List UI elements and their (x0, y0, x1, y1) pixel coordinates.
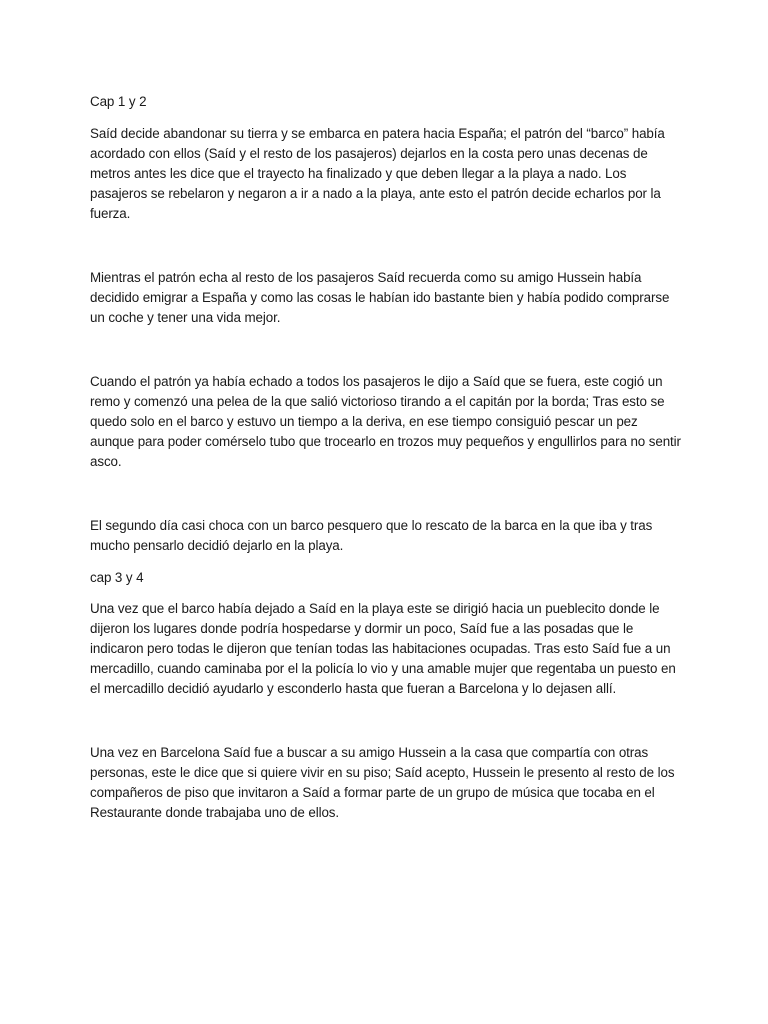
chapter-heading-3-4: cap 3 y 4 (90, 570, 144, 585)
paragraph: Saíd decide abandonar su tierra y se embarca en patera hacia España; el patrón del “barco” había acordado con ellos (Saíd y el resto de los pasajeros) dejarlos en la costa pero unas decenas de metros antes les dice que el trayecto ha finalizado y que deben llegar a la playa a nado. Los pasajeros se rebelaron y negaron a ir a nado a la playa, ante esto el patrón decide echarlos por la fuerza. (90, 126, 665, 221)
paragraph: Una vez en Barcelona Saíd fue a buscar a su amigo Hussein a la casa que compartía con otras personas, este le dice que si quiere vivir en su piso; Saíd acepto, Hussein le presento al resto de los compañeros de piso que invitaron a Saíd a formar parte de un grupo de música que tocaba en el Restaurante donde trabajaba uno de ellos. (90, 745, 675, 820)
paragraph: El segundo día casi choca con un barco pesquero que lo rescato de la barca en la que iba y tras mucho pensarlo decidió dejarlo en la playa. (90, 518, 653, 553)
document-body (90, 92, 685, 823)
chapter-heading-1-2: Cap 1 y 2 (90, 94, 147, 109)
paragraph: Cuando el patrón ya había echado a todos los pasajeros le dijo a Saíd que se fuera, este cogió un remo y comenzó una pelea de la que salió victorioso tirando a el capitán por la borda; Tras esto se quedo solo en el barco y estuvo un tiempo a la deriva, en ese tiempo consiguió pescar un pez aunque para poder comérselo tubo que trocearlo en trozos muy pequeños y engullirlos para no sentir asco. (90, 374, 681, 469)
paragraph: Mientras el patrón echa al resto de los pasajeros Saíd recuerda como su amigo Hussein había decidido emigrar a España y como las cosas le habían ido bastante bien y había podido comprarse un coche y tener una vida mejor. (90, 270, 670, 325)
paragraph: Una vez que el barco había dejado a Saíd en la playa este se dirigió hacia un pueblecito donde le dijeron los lugares donde podría hospedarse y dormir un poco, Saíd fue a las posadas que le indicaron pero todas le dijeron que tenían todas las habitaciones ocupadas. Tras esto Saíd fue a un mercadillo, cuando caminaba por el la policía lo vio y una amable mujer que regentaba un puesto en el mercadillo decidió ayudarlo y esconderlo hasta que fueran a Barcelona y lo dejasen allí. (90, 601, 676, 696)
